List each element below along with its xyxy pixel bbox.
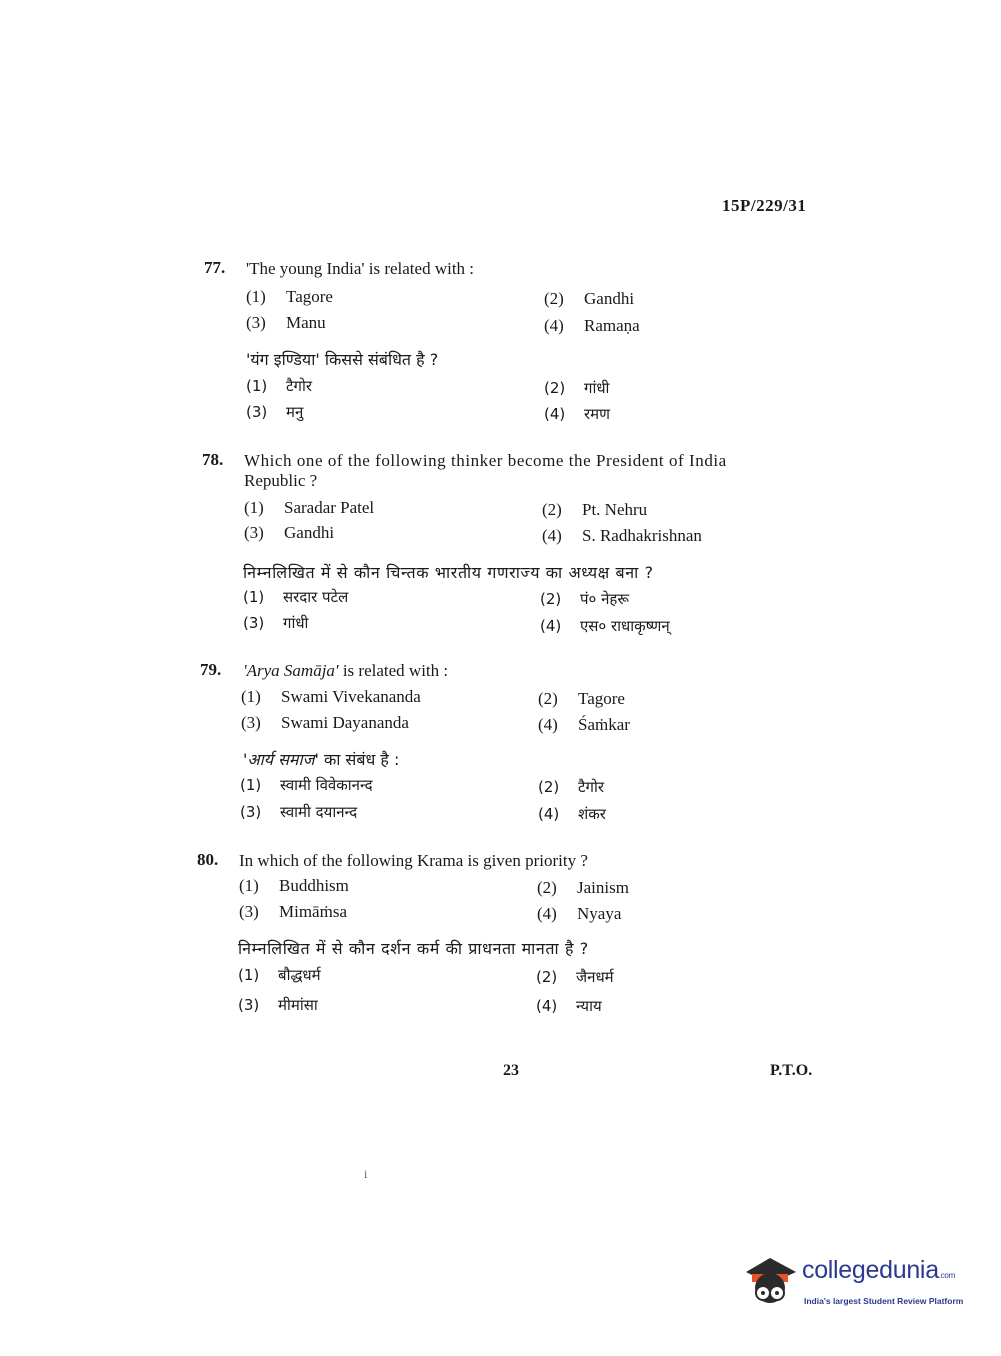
- hindi-option-2: (2) टैगोर: [538, 778, 605, 796]
- option-1: (1) Tagore: [246, 287, 333, 306]
- question-number: 80.: [197, 850, 219, 869]
- option-3: (3) Manu: [246, 313, 326, 332]
- hindi-question-text: 'आर्य समाज' का संबंध है :: [243, 750, 400, 769]
- hindi-option-2: (2) जैनधर्म: [536, 968, 614, 986]
- paper-code: 15P/229/31: [722, 196, 807, 215]
- hindi-option-3: (3) स्वामी दयानन्द: [240, 803, 358, 821]
- option-2: (2) Jainism: [537, 878, 629, 897]
- option-1: (1) Buddhism: [239, 876, 349, 895]
- question-text: 'Arya Samāja' is related with :: [243, 661, 449, 680]
- hindi-option-3: (3) गांधी: [243, 614, 309, 632]
- mascot-logo-icon: [740, 1250, 798, 1308]
- hindi-option-2: (2) गांधी: [544, 379, 610, 397]
- option-3: (3) Gandhi: [244, 523, 335, 542]
- option-1: (1) Saradar Patel: [244, 498, 375, 517]
- question-text: 'The young India' is related with :: [246, 259, 475, 278]
- hindi-question-text: निम्नलिखित में से कौन चिन्तक भारतीय गणराज्य का अध्यक्ष बना ?: [243, 563, 654, 582]
- question-number: 78.: [202, 450, 224, 469]
- option-4: (4) Ramaṇa: [544, 316, 640, 335]
- question-text-line2: Republic ?: [244, 471, 318, 490]
- question-number: 79.: [200, 660, 222, 679]
- scan-speck: i: [364, 1170, 368, 1181]
- option-2: (2) Gandhi: [544, 289, 635, 308]
- hindi-option-4: (4) न्याय: [536, 997, 602, 1015]
- option-4: (4) Śaṁkar: [538, 715, 630, 734]
- collegedunia-watermark[interactable]: [740, 1246, 970, 1316]
- hindi-question-text: निम्नलिखित में से कौन दर्शन कर्म की प्राधनता मानता है ?: [238, 939, 589, 958]
- option-1: (1) Swami Vivekananda: [241, 687, 421, 706]
- pto-label: P.T.O.: [770, 1062, 813, 1079]
- hindi-option-3: (3) मीमांसा: [238, 996, 318, 1014]
- hindi-option-1: (1) बौद्धधर्म: [238, 966, 321, 984]
- question-number: 77.: [204, 258, 226, 277]
- hindi-option-1: (1) सरदार पटेल: [243, 588, 349, 606]
- hindi-option-1: (1) टैगोर: [246, 377, 313, 395]
- hindi-option-4: (4) शंकर: [538, 805, 606, 823]
- option-2: (2) Tagore: [538, 689, 625, 708]
- option-4: (4) S. Radhakrishnan: [542, 526, 702, 545]
- option-2: (2) Pt. Nehru: [542, 500, 648, 519]
- question-text: Which one of the following thinker become the President of India: [244, 451, 727, 470]
- hindi-option-4: (4) एस० राधाकृष्णन्: [540, 617, 670, 635]
- hindi-option-3: (3) मनु: [246, 403, 304, 421]
- hindi-option-1: (1) स्वामी विवेकानन्द: [240, 776, 373, 794]
- hindi-option-4: (4) रमण: [544, 405, 610, 423]
- watermark-brand-name: collegedunia.com: [802, 1256, 955, 1284]
- hindi-question-text: 'यंग इण्डिया' किससे संबंधित है ?: [246, 350, 439, 369]
- watermark-tagline: India's largest Student Review Platform: [804, 1296, 964, 1306]
- hindi-option-2: (2) पं० नेहरू: [540, 590, 630, 608]
- question-text: In which of the following Krama is given priority ?: [239, 851, 588, 870]
- option-3: (3) Mimāṁsa: [239, 902, 347, 921]
- option-4: (4) Nyaya: [537, 904, 622, 923]
- page-number: 23: [503, 1062, 519, 1079]
- option-3: (3) Swami Dayananda: [241, 713, 409, 732]
